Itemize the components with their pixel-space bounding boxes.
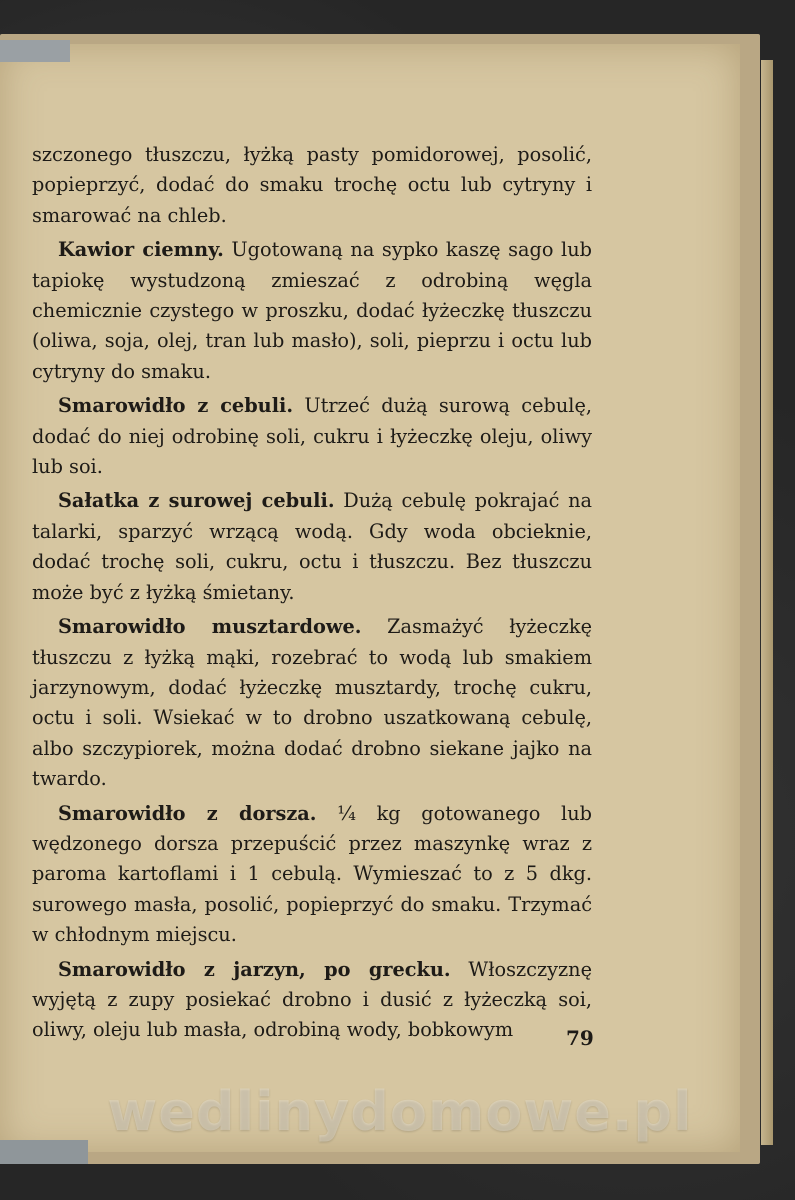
recipe-smarowidlo-z-jarzyn	[32, 955, 592, 1046]
binding-strip-bottom	[0, 1140, 88, 1164]
recipe-heading: Smarowidło musztardowe.	[58, 615, 362, 639]
recipe-heading: Kawior ciemny.	[58, 238, 224, 262]
recipe-text: Utrzeć dużą surową cebulę, dodać do niej odrobinę soli, cukru i łyżeczkę oleju, oliwy lub soi.	[32, 394, 592, 479]
recipe-heading: Sałatka z surowej cebuli.	[58, 489, 335, 513]
watermark: wedlinydomowe.pl	[107, 1080, 693, 1143]
page-edge	[761, 60, 773, 1145]
recipe-text: Dużą cebulę pokrajać na talarki, sparzyć wrzącą wodą. Gdy woda obcieknie, dodać trochę soli, cukru, octu i tłuszczu. Bez tłuszczu może być z łyżką śmietany.	[32, 489, 592, 604]
recipe-smarowidlo-z-cebuli	[32, 391, 592, 482]
recipe-kawior-ciemny	[32, 235, 592, 387]
recipe-text: Ugotowaną na sypko kaszę sago lub tapiokę wystudzoną zmieszać z odrobiną węgla chemicznie czystego w proszku, dodać łyżeczkę tłuszczu (oliwa, soja, olej, tran lub masło), soli, pieprzu i octu lub cytryny do smaku.	[32, 238, 592, 383]
recipe-salatka-z-surowej-cebuli	[32, 486, 592, 608]
recipe-text: Włoszczyznę wyjętą z zupy posiekać drobno i dusić z łyżeczką soi, oliwy, oleju lub masła, odrobiną wody, bobkowym	[32, 957, 592, 1042]
recipe-smarowidlo-musztardowe	[32, 612, 592, 794]
recipe-heading: Smarowidło z jarzyn, po grecku.	[58, 957, 451, 981]
recipe-text: ¼ kg gotowanego lub wędzonego dorsza przepuścić przez maszynkę wraz z paroma kartoflami i 1 cebulą. Wymieszać to z 5 dkg. surowego masła, posolić, popieprzyć do smaku. Trzymać w chłodnym miejscu.	[32, 801, 592, 947]
recipe-smarowidlo-z-dorsza	[32, 799, 592, 951]
paragraph-text: szczonego tłuszczu, łyżką pasty pomidorowej, posolić, popieprzyć, dodać do smaku trochę octu lub cytryny i smarować na chleb.	[32, 143, 592, 227]
recipe-text: Zasmażyć łyżeczkę tłuszczu z łyżką mąki, rozebrać to wodą lub smakiem jarzynowym, dodać łyżeczkę musztardy, trochę cukru, octu i soli. Wsiekać w to drobno uszatkowaną cebulę, albo szczypiorek, można dodać drobno siekane jajko na twardo.	[32, 615, 593, 791]
paragraph-continuation	[32, 140, 592, 231]
page-number: 79	[566, 1026, 594, 1050]
binding-strip-top	[0, 40, 70, 62]
page-text	[32, 140, 592, 1050]
recipe-heading: Smarowidło z cebuli.	[58, 394, 294, 418]
recipe-heading: Smarowidło z dorsza.	[58, 801, 317, 825]
